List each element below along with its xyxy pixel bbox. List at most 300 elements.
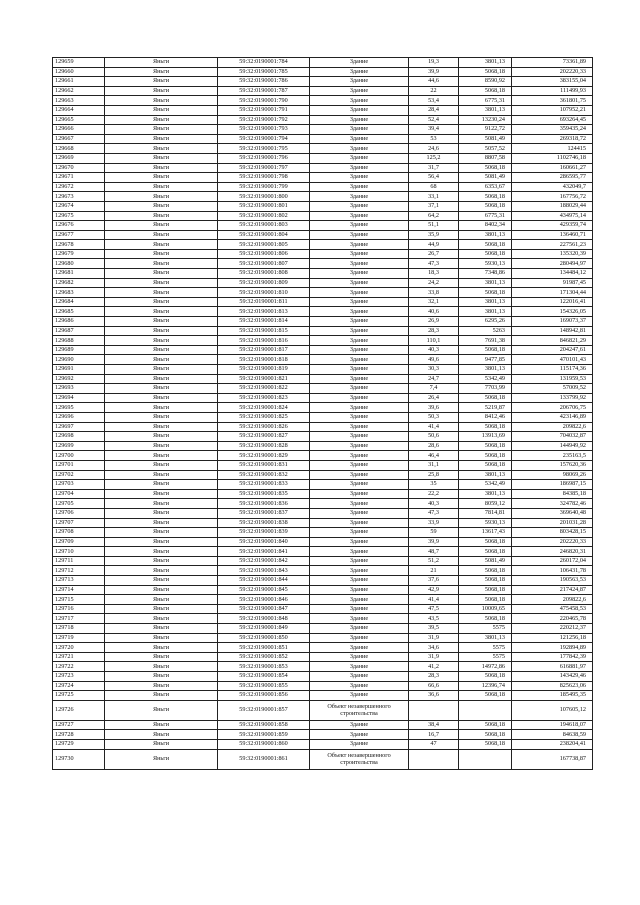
table-row	[53, 537, 593, 547]
locality-cell: Яньги	[105, 489, 218, 499]
area-cell: 18,3	[409, 269, 459, 279]
cadastral-value-cell: 361801,75	[512, 96, 593, 106]
cadastral-number-cell: 59:32:0190001:840	[218, 537, 310, 547]
table-row	[53, 662, 593, 672]
specific-value-cell	[459, 700, 512, 720]
record-number-cell: 129667	[53, 134, 105, 144]
object-type-cell: Здание	[310, 278, 409, 288]
specific-value-cell: 5930,13	[459, 518, 512, 528]
cadastral-value-cell: 157620,36	[512, 460, 593, 470]
cadastral-value-cell: 209822,6	[512, 422, 593, 432]
specific-value-cell: 5575	[459, 624, 512, 634]
cadastral-number-cell: 59:32:0190001:807	[218, 259, 310, 269]
record-number-cell: 129660	[53, 67, 105, 77]
cadastral-value-cell: 135320,39	[512, 249, 593, 259]
cadastral-value-cell: 238204,41	[512, 739, 593, 749]
locality-cell: Яньги	[105, 566, 218, 576]
cadastral-value-cell: 84638,59	[512, 730, 593, 740]
record-number-cell: 129727	[53, 720, 105, 730]
record-number-cell: 129670	[53, 163, 105, 173]
cadastral-number-cell: 59:32:0190001:853	[218, 662, 310, 672]
cadastral-value-cell: 201031,28	[512, 518, 593, 528]
record-number-cell: 129688	[53, 336, 105, 346]
area-cell: 28,4	[409, 105, 459, 115]
table-row	[53, 173, 593, 183]
cadastral-number-cell: 59:32:0190001:796	[218, 153, 310, 163]
object-type-cell: Здание	[310, 412, 409, 422]
locality-cell: Яньги	[105, 730, 218, 740]
locality-cell: Яньги	[105, 537, 218, 547]
cadastral-value-table	[52, 57, 593, 770]
cadastral-value-cell: 693264,45	[512, 115, 593, 125]
table-row	[53, 566, 593, 576]
area-cell: 41,4	[409, 422, 459, 432]
object-type-cell: Объект незавершенного строительства	[310, 749, 409, 769]
record-number-cell: 129675	[53, 211, 105, 221]
area-cell: 48,7	[409, 547, 459, 557]
record-number-cell: 129725	[53, 691, 105, 701]
specific-value-cell: 5068,18	[459, 288, 512, 298]
table-row	[53, 153, 593, 163]
area-cell: 37,1	[409, 201, 459, 211]
area-cell: 24,6	[409, 144, 459, 154]
locality-cell: Яньги	[105, 384, 218, 394]
cadastral-number-cell: 59:32:0190001:842	[218, 556, 310, 566]
cadastral-number-cell: 59:32:0190001:839	[218, 528, 310, 538]
table-row	[53, 624, 593, 634]
cadastral-number-cell: 59:32:0190001:786	[218, 77, 310, 87]
table-row	[53, 345, 593, 355]
cadastral-number-cell: 59:32:0190001:845	[218, 585, 310, 595]
specific-value-cell: 5068,18	[459, 192, 512, 202]
cadastral-value-cell: 122016,41	[512, 297, 593, 307]
cadastral-value-cell: 73361,89	[512, 58, 593, 68]
record-number-cell: 129724	[53, 681, 105, 691]
area-cell: 25,8	[409, 470, 459, 480]
area-cell: 7,4	[409, 384, 459, 394]
locality-cell: Яньги	[105, 393, 218, 403]
table-row	[53, 480, 593, 490]
specific-value-cell: 5068,18	[459, 595, 512, 605]
locality-cell: Яньги	[105, 480, 218, 490]
record-number-cell: 129681	[53, 269, 105, 279]
cadastral-value-cell: 475458,53	[512, 604, 593, 614]
table-row	[53, 77, 593, 87]
area-cell: 33,9	[409, 518, 459, 528]
area-cell: 64,2	[409, 211, 459, 221]
locality-cell: Яньги	[105, 652, 218, 662]
cadastral-value-cell: 246820,31	[512, 547, 593, 557]
record-number-cell: 129717	[53, 614, 105, 624]
area-cell: 44,6	[409, 77, 459, 87]
locality-cell: Яньги	[105, 211, 218, 221]
area-cell: 51,1	[409, 221, 459, 231]
locality-cell: Яньги	[105, 365, 218, 375]
record-number-cell: 129719	[53, 633, 105, 643]
specific-value-cell: 5068,18	[459, 672, 512, 682]
object-type-cell: Здание	[310, 125, 409, 135]
area-cell: 42,9	[409, 585, 459, 595]
record-number-cell: 129678	[53, 240, 105, 250]
cadastral-number-cell: 59:32:0190001:804	[218, 230, 310, 240]
table-row	[53, 730, 593, 740]
object-type-cell: Здание	[310, 614, 409, 624]
object-type-cell: Здание	[310, 58, 409, 68]
record-number-cell: 129710	[53, 547, 105, 557]
cadastral-value-cell: 57009,52	[512, 384, 593, 394]
cadastral-value-cell: 143429,46	[512, 672, 593, 682]
cadastral-number-cell: 59:32:0190001:837	[218, 508, 310, 518]
record-number-cell: 129693	[53, 384, 105, 394]
record-number-cell: 129704	[53, 489, 105, 499]
specific-value-cell: 5068,18	[459, 566, 512, 576]
locality-cell: Яньги	[105, 317, 218, 327]
cadastral-value-cell: 107605,12	[512, 700, 593, 720]
cadastral-value-cell: 206706,75	[512, 403, 593, 413]
cadastral-number-cell: 59:32:0190001:790	[218, 96, 310, 106]
locality-cell: Яньги	[105, 240, 218, 250]
specific-value-cell: 3801,13	[459, 365, 512, 375]
specific-value-cell: 5342,49	[459, 480, 512, 490]
table-row	[53, 105, 593, 115]
locality-cell: Яньги	[105, 115, 218, 125]
record-number-cell: 129702	[53, 470, 105, 480]
record-number-cell: 129673	[53, 192, 105, 202]
cadastral-number-cell: 59:32:0190001:799	[218, 182, 310, 192]
locality-cell: Яньги	[105, 288, 218, 298]
record-number-cell: 129665	[53, 115, 105, 125]
cadastral-value-cell: 616881,97	[512, 662, 593, 672]
table-row	[53, 230, 593, 240]
cadastral-value-cell: 167738,87	[512, 749, 593, 769]
area-cell: 40,3	[409, 499, 459, 509]
area-cell: 40,6	[409, 307, 459, 317]
table-row	[53, 96, 593, 106]
cadastral-number-cell: 59:32:0190001:795	[218, 144, 310, 154]
record-number-cell: 129720	[53, 643, 105, 653]
specific-value-cell: 8590,92	[459, 77, 512, 87]
record-number-cell: 129714	[53, 585, 105, 595]
object-type-cell: Здание	[310, 96, 409, 106]
specific-value-cell: 13230,24	[459, 115, 512, 125]
specific-value-cell: 5068,18	[459, 720, 512, 730]
cadastral-value-cell: 260172,04	[512, 556, 593, 566]
locality-cell: Яньги	[105, 739, 218, 749]
cadastral-number-cell: 59:32:0190001:861	[218, 749, 310, 769]
specific-value-cell: 5068,18	[459, 691, 512, 701]
table-row	[53, 652, 593, 662]
object-type-cell: Здание	[310, 681, 409, 691]
table-row	[53, 681, 593, 691]
object-type-cell: Здание	[310, 566, 409, 576]
specific-value-cell: 3801,13	[459, 105, 512, 115]
specific-value-cell: 8402,34	[459, 221, 512, 231]
cadastral-number-cell: 59:32:0190001:850	[218, 633, 310, 643]
object-type-cell: Здание	[310, 230, 409, 240]
object-type-cell: Объект незавершенного строительства	[310, 700, 409, 720]
object-type-cell: Здание	[310, 182, 409, 192]
record-number-cell: 129689	[53, 345, 105, 355]
locality-cell: Яньги	[105, 96, 218, 106]
record-number-cell: 129683	[53, 288, 105, 298]
table-row	[53, 470, 593, 480]
locality-cell: Яньги	[105, 460, 218, 470]
specific-value-cell: 6295,26	[459, 317, 512, 327]
area-cell: 34,6	[409, 643, 459, 653]
record-number-cell: 129666	[53, 125, 105, 135]
cadastral-number-cell: 59:32:0190001:826	[218, 422, 310, 432]
locality-cell: Яньги	[105, 518, 218, 528]
area-cell: 35,9	[409, 230, 459, 240]
object-type-cell: Здание	[310, 259, 409, 269]
cadastral-number-cell: 59:32:0190001:843	[218, 566, 310, 576]
area-cell: 33,1	[409, 192, 459, 202]
locality-cell: Яньги	[105, 643, 218, 653]
table-row	[53, 700, 593, 720]
area-cell: 68	[409, 182, 459, 192]
table-row	[53, 365, 593, 375]
specific-value-cell: 5068,18	[459, 163, 512, 173]
specific-value-cell: 5068,18	[459, 249, 512, 259]
object-type-cell: Здание	[310, 739, 409, 749]
cadastral-number-cell: 59:32:0190001:860	[218, 739, 310, 749]
cadastral-value-cell: 324782,46	[512, 499, 593, 509]
table-row	[53, 221, 593, 231]
specific-value-cell: 3801,13	[459, 489, 512, 499]
cadastral-value-cell: 803428,15	[512, 528, 593, 538]
area-cell: 59	[409, 528, 459, 538]
cadastral-value-cell: 133799,92	[512, 393, 593, 403]
cadastral-number-cell: 59:32:0190001:852	[218, 652, 310, 662]
table-row	[53, 374, 593, 384]
table-row	[53, 528, 593, 538]
locality-cell: Яньги	[105, 221, 218, 231]
cadastral-number-cell: 59:32:0190001:848	[218, 614, 310, 624]
specific-value-cell: 5068,18	[459, 393, 512, 403]
cadastral-value-cell: 432049,7	[512, 182, 593, 192]
table-row	[53, 211, 593, 221]
area-cell: 47,5	[409, 604, 459, 614]
table-row	[53, 739, 593, 749]
object-type-cell: Здание	[310, 240, 409, 250]
record-number-cell: 129699	[53, 441, 105, 451]
table-row	[53, 144, 593, 154]
specific-value-cell: 5068,18	[459, 460, 512, 470]
cadastral-number-cell: 59:32:0190001:808	[218, 269, 310, 279]
record-number-cell: 129680	[53, 259, 105, 269]
locality-cell: Яньги	[105, 700, 218, 720]
locality-cell: Яньги	[105, 556, 218, 566]
table-row	[53, 441, 593, 451]
table-row	[53, 278, 593, 288]
cadastral-number-cell: 59:32:0190001:818	[218, 355, 310, 365]
record-number-cell: 129664	[53, 105, 105, 115]
cadastral-value-cell: 111499,93	[512, 86, 593, 96]
record-number-cell: 129684	[53, 297, 105, 307]
cadastral-number-cell: 59:32:0190001:813	[218, 307, 310, 317]
record-number-cell: 129687	[53, 326, 105, 336]
record-number-cell: 129686	[53, 317, 105, 327]
object-type-cell: Здание	[310, 508, 409, 518]
specific-value-cell: 7814,81	[459, 508, 512, 518]
object-type-cell: Здание	[310, 297, 409, 307]
object-type-cell: Здание	[310, 326, 409, 336]
object-type-cell: Здание	[310, 547, 409, 557]
table-row	[53, 288, 593, 298]
area-cell: 110,1	[409, 336, 459, 346]
cadastral-value-cell: 423146,89	[512, 412, 593, 422]
area-cell	[409, 700, 459, 720]
cadastral-value-cell: 148942,81	[512, 326, 593, 336]
specific-value-cell: 13617,43	[459, 528, 512, 538]
cadastral-number-cell: 59:32:0190001:857	[218, 700, 310, 720]
specific-value-cell: 5068,18	[459, 86, 512, 96]
cadastral-number-cell: 59:32:0190001:792	[218, 115, 310, 125]
specific-value-cell: 5068,18	[459, 739, 512, 749]
specific-value-cell: 5575	[459, 652, 512, 662]
specific-value-cell	[459, 749, 512, 769]
area-cell: 47,3	[409, 508, 459, 518]
cadastral-value-cell: 106431,78	[512, 566, 593, 576]
specific-value-cell: 10009,65	[459, 604, 512, 614]
specific-value-cell: 5263	[459, 326, 512, 336]
record-number-cell: 129695	[53, 403, 105, 413]
cadastral-number-cell: 59:32:0190001:815	[218, 326, 310, 336]
locality-cell: Яньги	[105, 259, 218, 269]
cadastral-value-cell: 190563,53	[512, 576, 593, 586]
locality-cell: Яньги	[105, 153, 218, 163]
cadastral-number-cell: 59:32:0190001:806	[218, 249, 310, 259]
specific-value-cell: 5219,87	[459, 403, 512, 413]
locality-cell: Яньги	[105, 163, 218, 173]
record-number-cell: 129690	[53, 355, 105, 365]
specific-value-cell: 5081,49	[459, 556, 512, 566]
locality-cell: Яньги	[105, 662, 218, 672]
cadastral-value-cell: 202220,33	[512, 67, 593, 77]
locality-cell: Яньги	[105, 528, 218, 538]
area-cell: 125,2	[409, 153, 459, 163]
specific-value-cell: 5068,18	[459, 422, 512, 432]
area-cell: 39,4	[409, 125, 459, 135]
area-cell: 41,4	[409, 595, 459, 605]
record-number-cell: 129701	[53, 460, 105, 470]
table-row	[53, 614, 593, 624]
record-number-cell: 129679	[53, 249, 105, 259]
cadastral-number-cell: 59:32:0190001:811	[218, 297, 310, 307]
area-cell: 50,3	[409, 412, 459, 422]
cadastral-value-cell: 227561,23	[512, 240, 593, 250]
table-row	[53, 58, 593, 68]
locality-cell: Яньги	[105, 672, 218, 682]
record-number-cell: 129700	[53, 451, 105, 461]
area-cell: 32,1	[409, 297, 459, 307]
cadastral-number-cell: 59:32:0190001:819	[218, 365, 310, 375]
locality-cell: Яньги	[105, 470, 218, 480]
area-cell: 36,6	[409, 691, 459, 701]
cadastral-value-cell: 160661,27	[512, 163, 593, 173]
specific-value-cell: 3801,13	[459, 297, 512, 307]
cadastral-number-cell: 59:32:0190001:803	[218, 221, 310, 231]
specific-value-cell: 5057,52	[459, 144, 512, 154]
table-row	[53, 240, 593, 250]
locality-cell: Яньги	[105, 508, 218, 518]
cadastral-value-cell: 825623,06	[512, 681, 593, 691]
area-cell: 40,3	[409, 345, 459, 355]
object-type-cell: Здание	[310, 604, 409, 614]
area-cell: 53	[409, 134, 459, 144]
area-cell: 39,9	[409, 537, 459, 547]
cadastral-value-cell: 217424,87	[512, 585, 593, 595]
object-type-cell: Здание	[310, 336, 409, 346]
area-cell: 26,9	[409, 317, 459, 327]
record-number-cell: 129659	[53, 58, 105, 68]
area-cell: 35	[409, 480, 459, 490]
specific-value-cell: 14972,86	[459, 662, 512, 672]
table-row	[53, 317, 593, 327]
locality-cell: Яньги	[105, 499, 218, 509]
table-row	[53, 749, 593, 769]
specific-value-cell: 8807,58	[459, 153, 512, 163]
cadastral-number-cell: 59:32:0190001:851	[218, 643, 310, 653]
specific-value-cell: 12396,74	[459, 681, 512, 691]
record-number-cell: 129672	[53, 182, 105, 192]
specific-value-cell: 3801,13	[459, 58, 512, 68]
cadastral-value-cell: 383155,04	[512, 77, 593, 87]
table-row	[53, 556, 593, 566]
object-type-cell: Здание	[310, 643, 409, 653]
cadastral-number-cell: 59:32:0190001:794	[218, 134, 310, 144]
cadastral-number-cell: 59:32:0190001:854	[218, 672, 310, 682]
area-cell: 66,6	[409, 681, 459, 691]
locality-cell: Яньги	[105, 201, 218, 211]
specific-value-cell: 13913,69	[459, 432, 512, 442]
object-type-cell: Здание	[310, 556, 409, 566]
record-number-cell: 129729	[53, 739, 105, 749]
area-cell: 22	[409, 86, 459, 96]
cadastral-number-cell: 59:32:0190001:859	[218, 730, 310, 740]
locality-cell: Яньги	[105, 614, 218, 624]
locality-cell: Яньги	[105, 67, 218, 77]
specific-value-cell: 3801,13	[459, 633, 512, 643]
locality-cell: Яньги	[105, 633, 218, 643]
record-number-cell: 129676	[53, 221, 105, 231]
locality-cell: Яньги	[105, 307, 218, 317]
cadastral-number-cell: 59:32:0190001:836	[218, 499, 310, 509]
cadastral-number-cell: 59:32:0190001:858	[218, 720, 310, 730]
table-row	[53, 672, 593, 682]
cadastral-number-cell: 59:32:0190001:805	[218, 240, 310, 250]
cadastral-value-cell: 220465,78	[512, 614, 593, 624]
area-cell: 47,3	[409, 259, 459, 269]
specific-value-cell: 5068,18	[459, 201, 512, 211]
record-number-cell: 129711	[53, 556, 105, 566]
record-number-cell: 129668	[53, 144, 105, 154]
table-row	[53, 460, 593, 470]
locality-cell: Яньги	[105, 58, 218, 68]
table-row	[53, 201, 593, 211]
cadastral-number-cell: 59:32:0190001:809	[218, 278, 310, 288]
cadastral-number-cell: 59:32:0190001:841	[218, 547, 310, 557]
table-row	[53, 412, 593, 422]
area-cell: 22,2	[409, 489, 459, 499]
object-type-cell: Здание	[310, 451, 409, 461]
locality-cell: Яньги	[105, 345, 218, 355]
table-row	[53, 422, 593, 432]
table-row	[53, 432, 593, 442]
specific-value-cell: 5068,18	[459, 585, 512, 595]
cadastral-value-cell: 121256,18	[512, 633, 593, 643]
cadastral-value-cell: 192894,89	[512, 643, 593, 653]
